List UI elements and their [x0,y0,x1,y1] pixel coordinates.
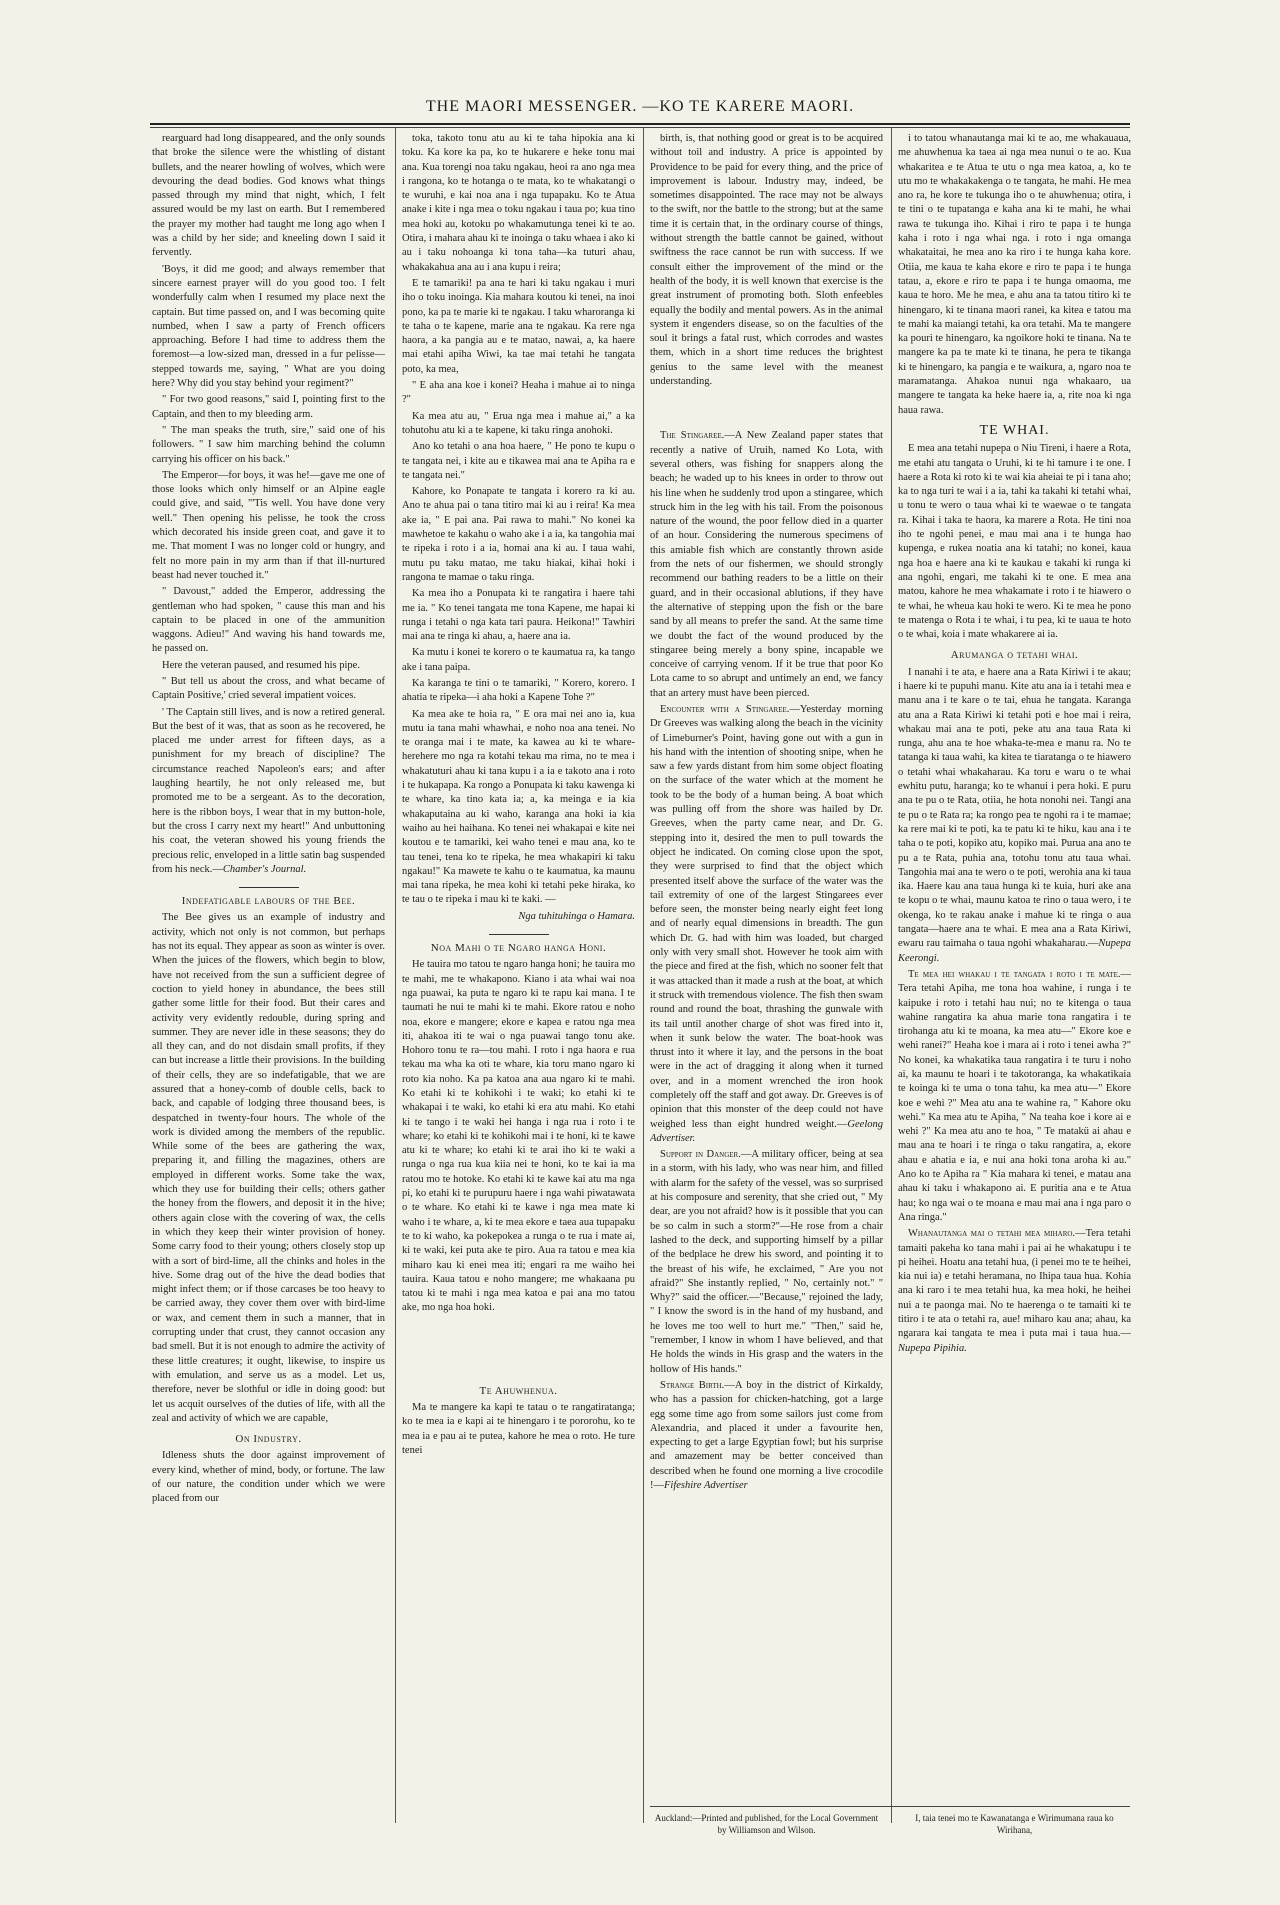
article-lead: Encounter with a Stingaree. [660,703,790,715]
source-credit: Nupepa Keerongi. [898,938,1131,964]
column-divider [891,128,892,1823]
source-credit: Chamber's Journal. [222,863,307,875]
page-header: THE MAORI MESSENGER. —KO TE KARERE MAORI. [425,98,855,115]
section-rule [489,934,549,935]
article-paragraph: " E aha ana koe i konei? Heaha i mahue ai to ninga ?" [402,380,635,406]
article-paragraph: The Bee gives us an example of industry and activity, which not only is not common, but perhaps has not its equal. They appear as soon as winter is over. When the juices of the flowers, which begin to blow, have not received from the sun a sufficient degree of coction to yield honey in abundance, the bees still gather some little for their food. But their cares and activity very evidently redouble, during spring and summer. They are never idle in these seasons; they do all they can, and do not disdain small profits, if they can but increase a little their provisions. In the building of their cells, they are so indefatigable, that we are assured that a honey-comb of double cells, back to back, and capable of lodging three thousand bees, is despatched in twenty-four hours. The whole of the work is divided among the members of the republic. While some of the bees are gathering the wax, preparing it, and filling the magazines, others are employed in different works. Some take the wax, which they use for building their cells; others gather the honey from the flowers, and deposit it in the hive; others again close with the covering of wax, the cells in which they keep their winter provision of honey. Some carry food to their young; others closely stop up with a sort of bird-lime, all the chinks and holes in the hive. Some drag out of the hive the dead bodies that might infect them; or if those carcases be too heavy to be carried away, they cover them over with bird-lime or wax, and cement them in such a manner, that in corrupting under that crust, they cannot occasion any bad smell. But it is not enough to admire the activity of these little creatures; it ought, likewise, to inspire us with emulation, and serve us as a model. Let us, therefore, never be slothful or idle in doing good: but let us acquit ourselves of the duties of life, with all the zeal and activity of which we are capable, [152,912,385,1424]
article-paragraph: Kahore, ko Ponapate te tangata i korero ra ki au. Ano te ahua pai o tana titiro mai ki au i reira! Ka mea ake ia, " E pai ana. Pai rawa to mahi." No konei ka mawhetoe te kakahu o waho ake i a ia, ka tangohia mai te ripeka i roto i a ia, homai ana ki au. I taua wahi, mutu pu taku matao, me taku hiakai, kihai hoki i rangona te mamae o taku ringa. [402,486,635,583]
article-paragraph: birth, is, that nothing good or great is to be acquired without toil and industry. A price is appointed by Providence to be paid for every thing, and the price of improvement is labour. Industry may, indeed, be sometimes disappointed. The race may not be always to the swift, nor the battle to the strong; but at the same time it is certain that, in the ordinary course of things, without strength the battle cannot be gained, without swiftness the race cannot be run with success. If we consult either the improvement of the mind or the health of the body, it is well known that exercise is the great instrument of promoting both. Sloth enfeebles equally the bodily and mental powers. As in the animal system it engenders disease, so on the faculties of the soul it brings a fatal rust, which corrodes and wastes them, which in a short time reduces the brightest genius to the same level with the meanest understanding. [650,133,883,388]
header-rule [150,123,1130,125]
paragraph-text: —A military officer, being at sea in a storm, with his lady, who was near him, and filled with alarm for the safety of the vessel, was so surprised at his composure and serenity, that she cried out, " My dear, are you not afraid? how is it possible that you can be so calm in such a storm?"—He rose from a chair lashed to the deck, and supporting himself by a pillar of the bedplace he drew his sword, and pointing it to the breast of his wife, he exclaimed, " Are you not afraid?" She instantly replied, " No, certainly not." " Why?" said the officer.—"Because," rejoined the lady, " I know the sword is in the hand of my husband, and he loves me too well to hurt me." "Then," said he, "remember, I know in whom I have believed, and that He holds the winds in His grasp and the waters in the hollow of His hands." [650,1149,883,1375]
paragraph-text: —A New Zealand paper states that recently a native of Uruih, named Ko Lota, with several others, was fishing for snappers along the beach; he waded up to his knees in order to throw out his line when he suddenly trod upon a stingaree, which struck him in the leg with his tail. From the poisonous nature of the wound, the poor fellow died in a quarter of an hour. Considering the numerous specimens of this amiable fish which are constantly thrown aside from the nets of our fishermen, we should strongly recommend our bathing readers to be a little on their guard, and in their occasional ablutions, if they have the alternative of stepping upon the fish or the bare sand by all means to prefer the sand. At the same time we doubt the fact of the wound produced by the stingaree being merely a bony spine, incapable we conceive of carrying venom. If it be true that poor Ko Lota came to so abrupt and untimely an end, we fancy that an artery must have been pierced. [650,430,883,699]
article-paragraph: 'Boys, it did me good; and always remember that sincere earnest prayer will do you good too. I felt wonderfully calm when I resumed my place next the captain. But time passed on, and I was becoming quite numbed, when I saw a party of French officers approaching. Before I had time to address them the foremost—a low-sized man, dressed in a fur pelisse—stepped towards me, saying, " What are you doing here? Why did you stay behind your regiment?" [152,263,385,390]
article-lead: Strange Birth. [660,1379,725,1391]
source-credit: Geelong Advertiser. [650,1118,883,1144]
article-paragraph [898,1227,1131,1356]
article-paragraph: Ka karanga te tini o te tamariki, " Korero, korero. I ahatia te ripeka—i aha hoki a Kapene Tohe ?" [402,677,635,704]
footer-rule [650,1806,1130,1807]
column-3 [650,132,883,1832]
section-rule [239,887,299,888]
column-4 [898,132,1131,1832]
article-paragraph: Ka mea iho a Ponupata ki te rangatira i haere tahi me ia. " Ko tenei tangata me tona Kapene, me hapai ki runga i tetahi o nga kata tari paura. Heikona!" Tawhiri mai ana te ringa ki ahau, a, haere ana ia. [402,588,635,643]
article-paragraph [650,703,883,1146]
source-credit: Nga tuhituhinga o Hamara. [518,910,635,922]
article-paragraph [152,706,385,878]
article-paragraph: E mea ana tetahi nupepa o Niu Tireni, i haere a Rota, me etahi atu tangata o Uruhi, ki te hi tamure i te one. I haere a Rota ki roto ki te wai kia aheiai te pi i tana aho; ka to nga turi te wai i a ia, tahi ka takahi ki tetahi whai, u tonu te wero o taua whai ki te waewae o te tangata ra. Kihai i taka te haora, ka marere a Rota. He tini noa iho te ngohi penei, e mau mai ana i te hunga hao kupenga, e rukea noatia ana ki tatahi; no konei, kaua nga hoa e haere ana ki te kaukau e takahi ki runga ki ana ngohi, engari, me takahi ki te one. E mea ana matou, kahore he mea whakamate i roto i te hiawero o te whai, he wheua kau hoki te wero. Ki te mea he pono te matenga o Rota i te whai, i tu pea, ki te uaua te hoto o te whai, koia i mate whakarere ai ia. [898,443,1131,641]
article-paragraph [650,429,883,701]
column-divider [643,128,644,1823]
column-gap [650,391,883,429]
article-heading: On Industry. [235,1433,302,1446]
column-divider [395,128,396,1823]
column-1 [152,132,385,1832]
article-paragraph: Idleness shuts the door against improvement of every kind, whether of mind, body, or fortune. The law of our nature, the condition under which we were placed from our [152,1450,385,1505]
article-paragraph: rearguard had long disappeared, and the only sounds that broke the silence were the whistling of distant bullets, and the nearer howling of wolves, which were devouring the dead bodies. God knows what things passed through my mind that night, which, I felt assured would be my last on earth. But I remembered the prayer my mother had taught me long ago when I was a child by her side; and kneeling down I said it fervently. [152,133,385,259]
header-rule-thin [150,127,1130,128]
paragraph-text: —Tera tetahi tamaiti pakeha ko tana mahi i pai ai he whakatupu i te pi heihei. Hoatu ana tetahi hua, (i penei mo te te heihei, kia nui ia) e tetahi heramana, no Ihipa taua hua. Kohia ana ki raro i te mea tetahi hua, ka mea hoki, he heihei nui a te paonga mai. No te haerenga o te tamaiti ki te titiro i te ata o tetahi ra, aue! miharo kau ana; ahau, ka ngarara kai tangata te mea i puta mai i taua hua.— [898,1228,1131,1340]
article-paragraph [650,1379,883,1493]
article-lead: Support in Danger. [660,1149,741,1161]
article-heading: Arumanga o tetahi whai. [950,649,1079,662]
article-paragraph: Here the veteran paused, and resumed his pipe. [162,659,360,671]
article-paragraph [650,1148,883,1377]
article-heading: TE WHAI. [979,422,1050,438]
article-paragraph: toka, takoto tonu atu au ki te taha hipokia ana ki toku. Ka kore ka pa, ko te hukarere e heke tonu mai ana. Kua torengi noa taku ngakau, heoi ra ano nga mea i rangona, ko te hotanga o te mata, ko te whakatangi o te wuruhi, e kai noa ana i nga tupapaku. Ko te Atua anake i kite i nga mea o toku ngakau i taua po; kua tino mea hoki au, kotoku po whakamutunga tenei ki te ao. Otira, i mahara ahau ki te inoinga o taku whaea i ako ki au i taku nohoanga ki tona taha—ka tuturi ahau, whakakahua ana au i ana kupu i reira; [402,133,635,273]
paragraph-text: ' The Captain still lives, and is now a retired general. But the best of it was, that as soon as he recovered, he placed me under arrest for fifteen days, as a punishment for my breach of discipline? The circumstance reached Napoleon's ears; and after laughing heartily, he not only released me, but promoted me to be a sergeant. As to the decoration, here is the ribbon boys, I wear that in my button-hole, but the cross I carry next my heart!" And unbuttoning his coat, the veteran showed his young friends the precious relic, enveloped in a little satin bag suspended from his neck.— [152,706,385,875]
imprint-maori: I, taia tenei mo te Kawanatanga e Wirimumana raua ko Wirihana, [915,1813,1114,1835]
article-paragraph [898,968,1131,1225]
article-lead: The Stingaree. [660,430,725,442]
article-heading: Te Ahuwhenua. [479,1384,558,1397]
article-paragraph: " For two good reasons," said I, pointing first to the Captain, and then to my bleeding arm. [152,394,385,420]
article-paragraph: Ano ko tetahi o ana hoa haere, " He pono te kupu o te tangata nei, i kite au e tikawea mai ana te Apiha ra e te tangata nei." [402,441,635,481]
article-paragraph: i to tatou whanautanga mai ki te ao, me whakauaua, me ahuwhenua ka taea ai nga mea nunui o te ao. Kua whakaritea e te Atua te utu o nga mea katoa, a, ko te utu mo te whakakakenga o te tangata, he mahi. He mea ano ra, he kore te tukunga iho o te ahuwhenua; otira, i te tini o te tupatanga e kaha ana ki te mahi, he whai rawa te tukunga iho. Kihai i riro te papa i te hunga kaha i roto i nga whai nga. i roto i nga omanga whakataitai, he mea ano ka riro i te hunga kaha kore. Otiia, me kaua te kaha ekore e riro te papa i te hunga tatau, a, ekore e riro te papa i te hunga omaoma, me kaua te horo. Me he mea, e ahu ana ta tatou titiro ki te hinengaro, ki te tinana maori ranei, ka kitea e tatou ma te mahi ka maiangi tetahi, ka ora tetahi. Ma te mangere ka pouri te hinengaro, ka ngoikore hoki te tinana. Na te mangere ka pa te mate ki te tinana, he pera te tikanga ki te hinengaro, ka pangia e te waikura, a, ngaro noa te maramatanga. Ahakoa nunui nga whakaaro, ua mangere te tangata ka heke haere ia, a, rite noa ki nga haua rawa. [898,133,1131,416]
article-lead: Te mea hei whakau i te tangata i roto i te mate. [908,968,1121,980]
article-heading: Noa Mahi o te Ngaro hanga Honi. [430,942,607,955]
paragraph-text: I nanahi i te ata, e haere ana a Rata Kiriwi i te akau; i haere ki te pupuhi manu. Kite atu ana ia i tetahi mea e manu ana i te kare o te tai, ehua he tangata. Karanga atu ana a Rata Kiriwi ki tetahi poti e hoe mai i reira, whakau mai ana te poti, peke atu ana taua Rata ki runga, ahu ana te hoe whaka-te-mea e manu ra. No te tatanga ki taua wahi, ka kitea te tiaratanga o te hiawero o tetahi whai whakaharau. Ka toru e waru o te whai ewhitu putu, haranga; ko te whanui i pera hoki. E puru ana te pu o te Rata, otiia, he hota nonohi nei. Tangi ana te pu o te Rata ra; ka rongo pea te ngohi ra i te mamae; ka rere mai ki te poti, ka te patu ki te hiku, kau ana i te taha o te poti, kopiko atu, kopiko mai. Purua ana ano te pu a te Rata, puhia ana, totohu tonu atu taua whai. Tangohia mai ana te wero o te poti, werohia ana ki taua ika. Haere kau ana taua hunga ki te kuia, huri ake ana te kopu o te whai, maunu katoa te rino o taua wero, i te okenga, ko te rakau anake i mahue ki te ringa o aua tangata—haere ana te whai. E mea ana a Rata Kiriwi, ewaru rau taimaha o taua ngohi whakaharau.— [898,666,1131,950]
source-credit: Fifeshire Advertiser [664,1480,748,1492]
article-paragraph: Ka mea atu au, " Erua nga mea i mahue ai," a ka tohutohu atu ki a te kapene, ki taku ringa anohoki. [402,410,635,436]
article-heading: Indefatigable labours of the Bee. [181,895,356,908]
article-paragraph: E te tamariki! pa ana te hari ki taku ngakau i muri iho o toku inoinga. Kia mahara koutou ki tenei, na inoi pono, ka pa te marie ki te ngakau. I taku wharoranga ki te taha o te kapene, marie ana te ngakau. Ka rere nga haora, a ka pangia au e te matao, nawai, a, ka haere mai etahi apiha Wiwi, ka tae mai tetahi he tangata poto, ka mea, [402,277,635,375]
article-paragraph: Ma te mangere ka kapi te tatau o te rangatiratanga; ko te mea ia e kapi ai te hinengaro i te pororohu, ko te mea ia e pau ai te putea, kahore he mea o roto. He ture tenei [402,1402,635,1456]
imprint-english: Auckland:—Printed and published, for the Local Government by Williamson and Wilson. [654,1813,879,1835]
article-paragraph: The Emperor—for boys, it was he!—gave me one of those looks which only himself or an Alpine eagle could give, and said, "'Tis well. You have done very well." Then opening his pelisse, he took the cross which decorated his inside green coat, and gave it to me. That moment I was no longer cold or hungry, and felt no more pain in my arm than if that ill-nurtured beast had never touched it." [152,469,385,581]
column-gap [402,1318,635,1378]
paragraph-text: —A boy in the district of Kirkaldy, who has a passion for chicken-hatching, got a large egg some time ago from some sailors just come from Alexandria, and placed it under a favourite hen, expecting to get a large Egyptian fowl; but his surprise and amazement may be better conceived than described when he found one morning a live crocodile !— [650,1379,883,1492]
article-paragraph: He tauira mo tatou te ngaro hanga honi; he tauira mo te mahi, me te whakapono. Kiano i ata whai wai noa nga puawai, ka puta te ngaro ki te rapu kai mana. I te taumati he nui te mahi ki te mahi. Ekore ratou e noho noa, ekore e mangere; ekore e kapea e ratou nga mea iti, ahakoa iti te wai o nga puawai tango tonu ake. Hohoro tonu te ra—tou mahi. I roto i nga haora e rua tekau ma wha ka oti te whare, kia toru mano ngaro ki roto kia noho. Ka pa katoa ana aua ngaro ki te mahi. Ko etahi ki te kohikohi i te waki; ko etahi ki te whakapai i te waki, ko etahi ki era atu mahi. Ko etahi ki te tango i te waki hei hanga i nga rua i roto i te whare; ko etahi ki te kohikohi mai i te honi, ki te kawe atu ki te whare; ko etahi ki te arai iho ki te waki a runga o nga rua kua kiia nei te honi, ko te kai ia ma ratou mo te hotoke. Ko etahi ki te kawe kai atu ma nga pi, ko etahi ki te purupuru haere i nga wahi piwatawata o te whare. Ko etahi ki te kawe i nga mea mate ki waho i te whare, a, ki te mea ekore e taea aua tupapaku te to ki waho, ka pokepokea a runga o te rua i mate ai, ki te waki, kei puta ake te piro. Aua ra tatou e mea kia miharo kau ki enei mea iti; engari ra me waiho hei tauira. Kaua tatou e noho mangere; me whakaana pu tatou ki te mahi i nga mea katoa e pai ana mo tatou ake, mo nga hoa hoki. [402,959,635,1314]
paragraph-text: —Yesterday morning Dr Greeves was walking along the beach in the vicinity of Limeburner's Point, having gone out with a gun in his hand with the intention of shooting snipe, when he saw a few yards distant from him some object floating on the surface of the water which at the moment he took to be the body of a human being. A boat which was pulling off from the shore was hailed by Dr. Greeves, when the party came near, and Dr. G. stepping into it, desired the men to pull towards the object he indicated. On coming close upon the spot, they were surprised to find that the object which presented itself above the surface of the water was the tail extremity of one of the largest Stingarees ever before seen, the monster being nearly eight feet long and of nearly equal dimensions in breadth. The gun which Dr. G. had with him was loaded, but charged only with very small shot. However he took aim with the piece and fired at the fish, which no sooner felt that it was attacked than it made a rush at the boat, at which it struck with tremendous violence. The fish then swam round and round the boat, thrashing the gunwale with its tail until another charge of shot was fired into it, when it sunk below the water. The boat-hook was thrust into it where it lay, and the persons in the boat were in the act of dragging it along when it turned over, and in a moment wrenched the iron hook completely off the staff and got away. Dr. Greeves is of opinion that this monster of the deep could not have weighed less than eight hundred weight.— [650,703,883,1130]
article-paragraph [898,666,1131,966]
source-credit: Nupepa Pipihia. [898,1342,967,1354]
article-lead: Whanautanga mai o tetahi mea miharo. [908,1228,1076,1240]
article-paragraph: " But tell us about the cross, and what became of Captain Positive,' cried several impatient voices. [152,675,385,702]
article-paragraph: " The man speaks the truth, sire," said one of his followers. " I saw him marching behind the column carrying his officer on his back." [152,424,385,465]
paragraph-text: —Tera tetahi Apiha, me tona hoa wahine, i runga i te kaipuke i roto i tetahi hau nui; no te kitenga o taua wahine rangatira ka ahua marie tona rangatira i te tirohanga atu ki te moana, ka mea atu—" Ekore koe e wehi ranei?" Heaha koe i mara ai i roto i tenei awha ?" No konei, ka whakatika taua rangatira i te turu i noho ai, ka maunu te hoari i te takotoranga, ka whakatikaia te koinga ki te uma o tona tahu, ka mea atu—" Ekore koe e wehi ?" Mea atu ana te wahine ra, " Kahore oku wehi." Ka mea atu te Apiha, " Na teaha koe i kore ai e wehi ?" Ka mea atu ano te hoa, " Te matakü ai ahau e mau ana te hoari i te ringa o taku rangatira, a, ekore ahau e ahatia e ia, e nui ana hoki tona aroha ki au." Ano ko te Apiha ra " Kia mahara ki tenei, e matau ana ahau ki taku i whakapono ai. E puritia ana e te Atua hau; ko nga wai o te moana e mau mai ana i nga paro o Ana ringa." [898,968,1131,1223]
article-paragraph: Ka mutu i konei te korero o te kaumatua ra, ka tango ake i tana paipa. [402,647,635,673]
article-paragraph: " Davoust," added the Emperor, addressing the gentleman who had spoken, " cause this man and his captain to be placed in one of the ammunition waggons. Adieu!" And waving his hand towards me, he passed on. [152,586,385,655]
column-2 [402,132,635,1832]
article-paragraph: Ka mea ake te hoia ra, " E ora mai nei ano ia, kua mutu ia tana mahi whawhai, e noho noa ana tenei. No te oranga mai i te mate, ka kawea au ki te whare-herehere mo nga ra kotahi tekau ma rima, no te mea i whakatuturi ahau ki tana kupu i a ia e takoto ana i roto i te hukapapa. Ka rongo a Ponupata ki taku kawenga ki te whare, ka tino kata ia; a, ka meinga e ia kia whakaputaina au ki waho, karanga ana hoki ia kia waiho au hei haihana. Ko tenei nei whakapai e kite nei koutou e te tamariki, kei waho tenei e mau ana, ko te tau tenei, tena ko te ripeka, he mea whakapiri ki taku ngakau!" Ka mawete te kahu o te kaumatua, ka maunu mai tana ripeka, he mea kohi ki tetahi peke hiraka, ko te tau o te ripeka i mau ki te kaki. — [402,708,635,906]
